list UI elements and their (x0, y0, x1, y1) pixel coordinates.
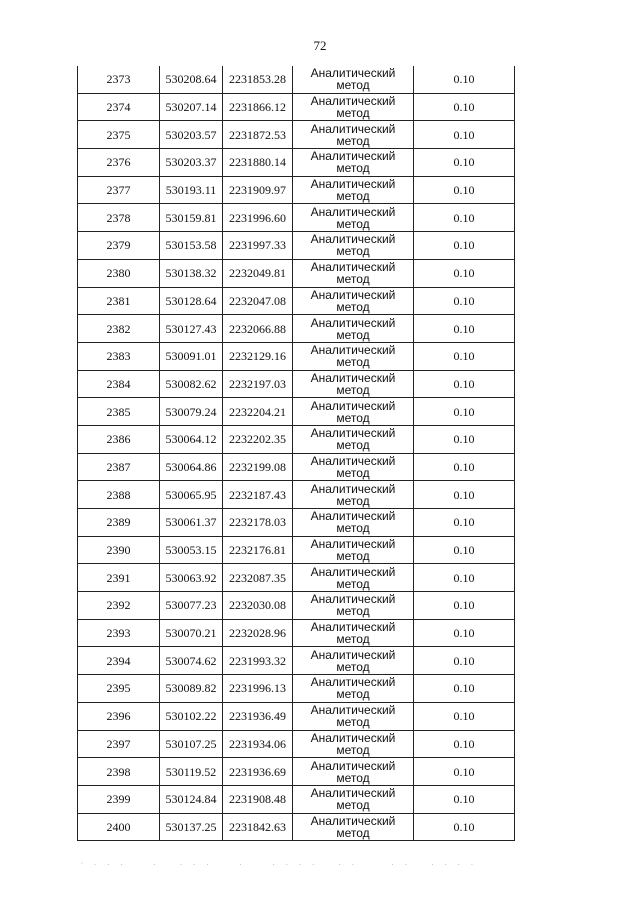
table-row (78, 536, 515, 564)
table-row (78, 93, 515, 121)
y-coordinate-cell: 2232129.16 (223, 342, 293, 370)
method-line-2: метод (336, 244, 370, 259)
method-cell (293, 592, 414, 620)
x-coordinate-cell: 530207.14 (160, 93, 223, 121)
method-cell (293, 509, 414, 537)
method-line-2: метод (336, 133, 370, 148)
point-number-cell: 2376 (78, 149, 160, 177)
y-coordinate-cell: 2231936.69 (223, 758, 293, 786)
point-number-cell: 2386 (78, 425, 160, 453)
x-coordinate-cell: 530077.23 (160, 592, 223, 620)
y-coordinate-cell: 2232028.96 (223, 619, 293, 647)
point-number-cell: 2395 (78, 675, 160, 703)
method-line-2: метод (336, 549, 370, 564)
method-cell (293, 287, 414, 315)
point-number-cell: 2385 (78, 398, 160, 426)
x-coordinate-cell: 530127.43 (160, 315, 223, 343)
method-line-1: Аналитический (310, 703, 396, 718)
point-number-cell: 2377 (78, 176, 160, 204)
method-line-1: Аналитический (310, 537, 396, 552)
method-line-1: Аналитический (310, 177, 396, 192)
table-row (78, 647, 515, 675)
method-line-1: Аналитический (310, 343, 396, 358)
accuracy-cell: 0.10 (414, 93, 515, 121)
accuracy-cell: 0.10 (414, 675, 515, 703)
method-line-1: Аналитический (310, 453, 396, 468)
point-number-cell: 2379 (78, 232, 160, 260)
x-coordinate-cell: 530128.64 (160, 287, 223, 315)
method-cell (293, 259, 414, 287)
accuracy-cell: 0.10 (414, 509, 515, 537)
table-row (78, 287, 515, 315)
point-number-cell: 2392 (78, 592, 160, 620)
page-number: 72 (313, 38, 327, 53)
table-row (78, 66, 515, 93)
y-coordinate-cell: 2231880.14 (223, 149, 293, 177)
accuracy-cell: 0.10 (414, 66, 515, 93)
method-line-1: Аналитический (310, 370, 396, 385)
accuracy-cell: 0.10 (414, 259, 515, 287)
y-coordinate-cell: 2231908.48 (223, 785, 293, 813)
table-row (78, 564, 515, 592)
table-row (78, 370, 515, 398)
x-coordinate-cell: 530082.62 (160, 370, 223, 398)
table-row (78, 315, 515, 343)
y-coordinate-cell: 2231934.06 (223, 730, 293, 758)
method-line-2: метод (336, 355, 370, 370)
point-number-cell: 2380 (78, 259, 160, 287)
point-number-cell: 2396 (78, 702, 160, 730)
method-line-1: Аналитический (310, 204, 396, 219)
table-row (78, 425, 515, 453)
method-cell (293, 481, 414, 509)
method-cell (293, 398, 414, 426)
method-cell (293, 315, 414, 343)
method-cell (293, 93, 414, 121)
x-coordinate-cell: 530061.37 (160, 509, 223, 537)
method-cell (293, 176, 414, 204)
accuracy-cell: 0.10 (414, 813, 515, 841)
method-line-1: Аналитический (310, 786, 396, 801)
method-cell (293, 730, 414, 758)
method-cell (293, 758, 414, 786)
table-row (78, 730, 515, 758)
table-row (78, 509, 515, 537)
y-coordinate-cell: 2232047.08 (223, 287, 293, 315)
method-line-2: метод (336, 521, 370, 536)
method-cell (293, 204, 414, 232)
method-cell (293, 619, 414, 647)
y-coordinate-cell: 2232199.08 (223, 453, 293, 481)
point-number-cell: 2382 (78, 315, 160, 343)
method-cell (293, 149, 414, 177)
point-number-cell: 2387 (78, 453, 160, 481)
x-coordinate-cell: 530070.21 (160, 619, 223, 647)
method-line-1: Аналитический (310, 287, 396, 302)
point-number-cell: 2390 (78, 536, 160, 564)
y-coordinate-cell: 2232178.03 (223, 509, 293, 537)
accuracy-cell: 0.10 (414, 453, 515, 481)
accuracy-cell: 0.10 (414, 176, 515, 204)
table-row (78, 592, 515, 620)
x-coordinate-cell: 530193.11 (160, 176, 223, 204)
table-row (78, 481, 515, 509)
y-coordinate-cell: 2232030.08 (223, 592, 293, 620)
point-number-cell: 2389 (78, 509, 160, 537)
x-coordinate-cell: 530065.95 (160, 481, 223, 509)
table-row (78, 149, 515, 177)
method-line-2: метод (336, 632, 370, 647)
method-line-2: метод (336, 78, 370, 93)
point-number-cell: 2394 (78, 647, 160, 675)
method-line-1: Аналитический (310, 260, 396, 275)
method-line-2: метод (336, 742, 370, 757)
table-row (78, 204, 515, 232)
method-line-2: метод (336, 161, 370, 176)
coordinates-table (77, 66, 515, 841)
x-coordinate-cell: 530074.62 (160, 647, 223, 675)
accuracy-cell: 0.10 (414, 398, 515, 426)
point-number-cell: 2397 (78, 730, 160, 758)
y-coordinate-cell: 2232087.35 (223, 564, 293, 592)
method-line-1: Аналитический (310, 509, 396, 524)
method-line-2: метод (336, 825, 370, 840)
accuracy-cell: 0.10 (414, 647, 515, 675)
point-number-cell: 2388 (78, 481, 160, 509)
point-number-cell: 2383 (78, 342, 160, 370)
y-coordinate-cell: 2231872.53 (223, 121, 293, 149)
coordinates-table-body (78, 66, 515, 841)
method-line-1: Аналитический (310, 730, 396, 745)
accuracy-cell: 0.10 (414, 564, 515, 592)
method-cell (293, 342, 414, 370)
method-cell (293, 702, 414, 730)
method-line-1: Аналитический (310, 94, 396, 109)
point-number-cell: 2384 (78, 370, 160, 398)
method-line-2: метод (336, 493, 370, 508)
method-cell (293, 785, 414, 813)
point-number-cell: 2374 (78, 93, 160, 121)
method-line-1: Аналитический (310, 813, 396, 828)
table-row (78, 619, 515, 647)
point-number-cell: 2381 (78, 287, 160, 315)
method-line-2: метод (336, 770, 370, 785)
method-line-2: метод (336, 299, 370, 314)
accuracy-cell: 0.10 (414, 536, 515, 564)
method-line-1: Аналитический (310, 232, 396, 247)
table-row (78, 398, 515, 426)
y-coordinate-cell: 2232187.43 (223, 481, 293, 509)
method-cell (293, 453, 414, 481)
y-coordinate-cell: 2231936.49 (223, 702, 293, 730)
method-line-1: Аналитический (310, 426, 396, 441)
method-cell (293, 66, 414, 93)
method-cell (293, 647, 414, 675)
accuracy-cell: 0.10 (414, 370, 515, 398)
table-row (78, 121, 515, 149)
x-coordinate-cell: 530153.58 (160, 232, 223, 260)
x-coordinate-cell: 530208.64 (160, 66, 223, 93)
x-coordinate-cell: 530203.57 (160, 121, 223, 149)
table-row (78, 758, 515, 786)
method-line-1: Аналитический (310, 564, 396, 579)
method-line-1: Аналитический (310, 66, 396, 81)
x-coordinate-cell: 530159.81 (160, 204, 223, 232)
y-coordinate-cell: 2231866.12 (223, 93, 293, 121)
method-cell (293, 536, 414, 564)
y-coordinate-cell: 2232176.81 (223, 536, 293, 564)
x-coordinate-cell: 530137.25 (160, 813, 223, 841)
method-line-1: Аналитический (310, 647, 396, 662)
method-line-2: метод (336, 106, 370, 121)
accuracy-cell: 0.10 (414, 204, 515, 232)
point-number-cell: 2375 (78, 121, 160, 149)
x-coordinate-cell: 530089.82 (160, 675, 223, 703)
method-line-2: метод (336, 272, 370, 287)
method-line-1: Аналитический (310, 675, 396, 690)
accuracy-cell: 0.10 (414, 730, 515, 758)
y-coordinate-cell: 2231909.97 (223, 176, 293, 204)
method-cell (293, 813, 414, 841)
y-coordinate-cell: 2232202.35 (223, 425, 293, 453)
method-line-1: Аналитический (310, 592, 396, 607)
method-line-2: метод (336, 189, 370, 204)
y-coordinate-cell: 2232197.03 (223, 370, 293, 398)
method-line-2: метод (336, 687, 370, 702)
x-coordinate-cell: 530124.84 (160, 785, 223, 813)
method-line-2: метод (336, 798, 370, 813)
x-coordinate-cell: 530119.52 (160, 758, 223, 786)
table-row (78, 259, 515, 287)
x-coordinate-cell: 530138.32 (160, 259, 223, 287)
point-number-cell: 2373 (78, 66, 160, 93)
method-line-2: метод (336, 604, 370, 619)
accuracy-cell: 0.10 (414, 287, 515, 315)
point-number-cell: 2393 (78, 619, 160, 647)
y-coordinate-cell: 2231996.60 (223, 204, 293, 232)
method-line-1: Аналитический (310, 481, 396, 496)
x-coordinate-cell: 530102.22 (160, 702, 223, 730)
x-coordinate-cell: 530064.12 (160, 425, 223, 453)
point-number-cell: 2399 (78, 785, 160, 813)
accuracy-cell: 0.10 (414, 785, 515, 813)
point-number-cell: 2398 (78, 758, 160, 786)
x-coordinate-cell: 530091.01 (160, 342, 223, 370)
method-cell (293, 675, 414, 703)
accuracy-cell: 0.10 (414, 149, 515, 177)
point-number-cell: 2391 (78, 564, 160, 592)
table-row (78, 342, 515, 370)
x-coordinate-cell: 530079.24 (160, 398, 223, 426)
method-line-2: метод (336, 382, 370, 397)
accuracy-cell: 0.10 (414, 702, 515, 730)
x-coordinate-cell: 530064.86 (160, 453, 223, 481)
table-row (78, 453, 515, 481)
scan-artifacts: · . . . . . . . . . . . . . . . . . . . . (80, 860, 477, 867)
method-line-2: метод (336, 327, 370, 342)
accuracy-cell: 0.10 (414, 315, 515, 343)
y-coordinate-cell: 2231996.13 (223, 675, 293, 703)
table-row (78, 702, 515, 730)
accuracy-cell: 0.10 (414, 481, 515, 509)
y-coordinate-cell: 2231997.33 (223, 232, 293, 260)
table-row (78, 813, 515, 841)
x-coordinate-cell: 530203.37 (160, 149, 223, 177)
table-row (78, 785, 515, 813)
table-row (78, 675, 515, 703)
method-line-2: метод (336, 410, 370, 425)
accuracy-cell: 0.10 (414, 758, 515, 786)
method-line-1: Аналитический (310, 315, 396, 330)
y-coordinate-cell: 2232066.88 (223, 315, 293, 343)
y-coordinate-cell: 2231842.63 (223, 813, 293, 841)
accuracy-cell: 0.10 (414, 592, 515, 620)
table-row (78, 232, 515, 260)
accuracy-cell: 0.10 (414, 619, 515, 647)
method-line-2: метод (336, 465, 370, 480)
accuracy-cell: 0.10 (414, 342, 515, 370)
y-coordinate-cell: 2231993.32 (223, 647, 293, 675)
accuracy-cell: 0.10 (414, 232, 515, 260)
table-row (78, 176, 515, 204)
x-coordinate-cell: 530107.25 (160, 730, 223, 758)
method-line-2: метод (336, 576, 370, 591)
method-cell (293, 564, 414, 592)
method-line-1: Аналитический (310, 398, 396, 413)
method-line-1: Аналитический (310, 121, 396, 136)
method-line-1: Аналитический (310, 620, 396, 635)
point-number-cell: 2400 (78, 813, 160, 841)
method-cell (293, 370, 414, 398)
accuracy-cell: 0.10 (414, 425, 515, 453)
method-cell (293, 425, 414, 453)
method-line-2: метод (336, 715, 370, 730)
method-cell (293, 232, 414, 260)
point-number-cell: 2378 (78, 204, 160, 232)
y-coordinate-cell: 2231853.28 (223, 66, 293, 93)
method-cell (293, 121, 414, 149)
accuracy-cell: 0.10 (414, 121, 515, 149)
method-line-2: метод (336, 659, 370, 674)
x-coordinate-cell: 530053.15 (160, 536, 223, 564)
y-coordinate-cell: 2232204.21 (223, 398, 293, 426)
method-line-2: метод (336, 438, 370, 453)
y-coordinate-cell: 2232049.81 (223, 259, 293, 287)
method-line-1: Аналитический (310, 758, 396, 773)
x-coordinate-cell: 530063.92 (160, 564, 223, 592)
method-line-2: метод (336, 216, 370, 231)
method-line-1: Аналитический (310, 149, 396, 164)
